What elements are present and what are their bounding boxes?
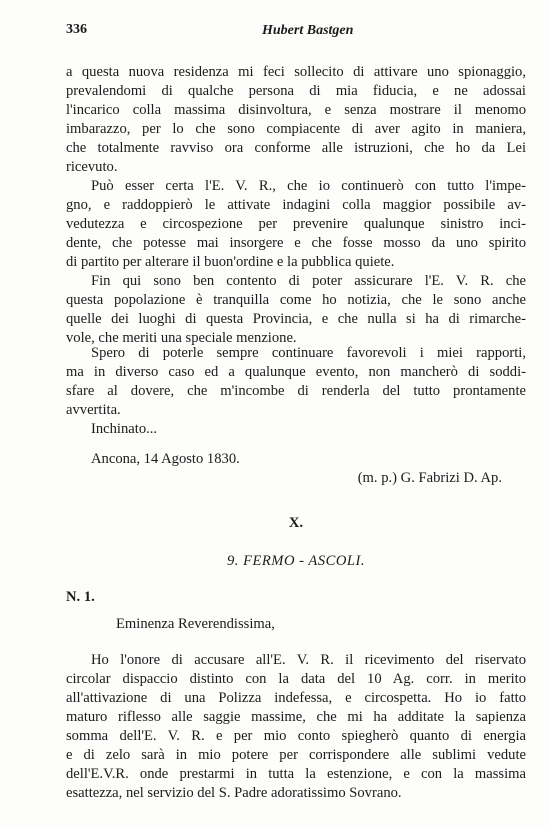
- salutation: Eminenza Reverendissima,: [116, 616, 275, 632]
- signature: (m. p.) G. Fabrizi D. Ap.: [357, 470, 502, 486]
- text-line: vole, che meriti una speciale menzione.: [66, 330, 297, 346]
- text-line: all'attivazione di una Polizza indefessa, e circospetta. Ho io fatto: [66, 690, 526, 706]
- text-line: dente, che potesse mai insorgere e che fosse mosso da uno spirito: [66, 235, 526, 251]
- text-line: ma in diverso caso ed a qualunque evento, non mancherò di soddi-: [66, 364, 526, 380]
- text-line: e di zelo sarà in mio potere per corrispondere alle sublimi vedute: [66, 747, 526, 763]
- text-line: avvertita.: [66, 402, 121, 418]
- text-line: dell'E.V.R. onde prestarmi in tutta la estenzione, e con la massima: [66, 766, 526, 782]
- closing: Inchinato...: [91, 421, 158, 437]
- text-line: maturo riflesso alle saggie massime, che mi ha additate la sapienza: [66, 709, 526, 725]
- text-line: gno, e raddoppierò le attivate indagini colla maggior possibile av-: [66, 197, 526, 213]
- document-number: N. 1.: [66, 589, 95, 605]
- date-line: Ancona, 14 Agosto 1830.: [91, 451, 240, 467]
- text-line: prevalendomi di qualche persona di mia fiducia, e ne adossai: [66, 83, 526, 99]
- text-line: esattezza, nel servizio del S. Padre adoratissimo Sovrano.: [66, 785, 402, 801]
- text-line: che totalmente ravviso ora conforme alle istruzioni, che ho da Lei: [66, 140, 526, 156]
- text-line: somma dell'E. V. R. e per mio conto spiegherò quanto di energia: [66, 728, 526, 744]
- text-line: ricevuto.: [66, 159, 118, 175]
- running-title: Hubert Bastgen: [262, 23, 354, 38]
- text-line: vedutezza e circospezione per prevenire qualunque sinistro inci-: [66, 216, 526, 232]
- text-line: a questa nuova residenza mi feci sollecito di attivare uno spionaggio,: [66, 64, 526, 80]
- text-line: di partito per alterare il buon'ordine e la pubblica quiete.: [66, 254, 395, 270]
- text-line: imbarazzo, per lo che sono compiacente di aver agito in maniera,: [66, 121, 526, 137]
- text-line: questa popolazione è tranquilla come ho notizia, che le sono anche: [66, 292, 526, 308]
- text-line: Può esser certa l'E. V. R., che io continuerò con tutto l'impe-: [91, 178, 526, 194]
- page-header: [0, 22, 550, 44]
- text-line: Spero di poterle sempre continuare favorevoli i miei rapporti,: [91, 345, 526, 361]
- text-line: sfare al dovere, che m'incombe di renderla del tutto prontamente: [66, 383, 526, 399]
- text-line: l'incarico colla massima disinvoltura, e senza mostrare il menomo: [66, 102, 526, 118]
- section-number: X.: [288, 515, 304, 531]
- text-line: Fin qui sono ben contento di poter assicurare l'E. V. R. che: [91, 273, 526, 289]
- text-line: Ho l'onore di accusare all'E. V. R. il ricevimento del riservato: [91, 652, 526, 668]
- page-number: 336: [66, 22, 87, 37]
- section-title: 9. FERMO - ASCOLI.: [226, 553, 366, 569]
- text-line: circolar dispaccio distinto con la data del 10 Ag. corr. in merito: [66, 671, 526, 687]
- text-line: quelle dei luoghi di questa Provincia, e che nulla si ha di rimarche-: [66, 311, 526, 327]
